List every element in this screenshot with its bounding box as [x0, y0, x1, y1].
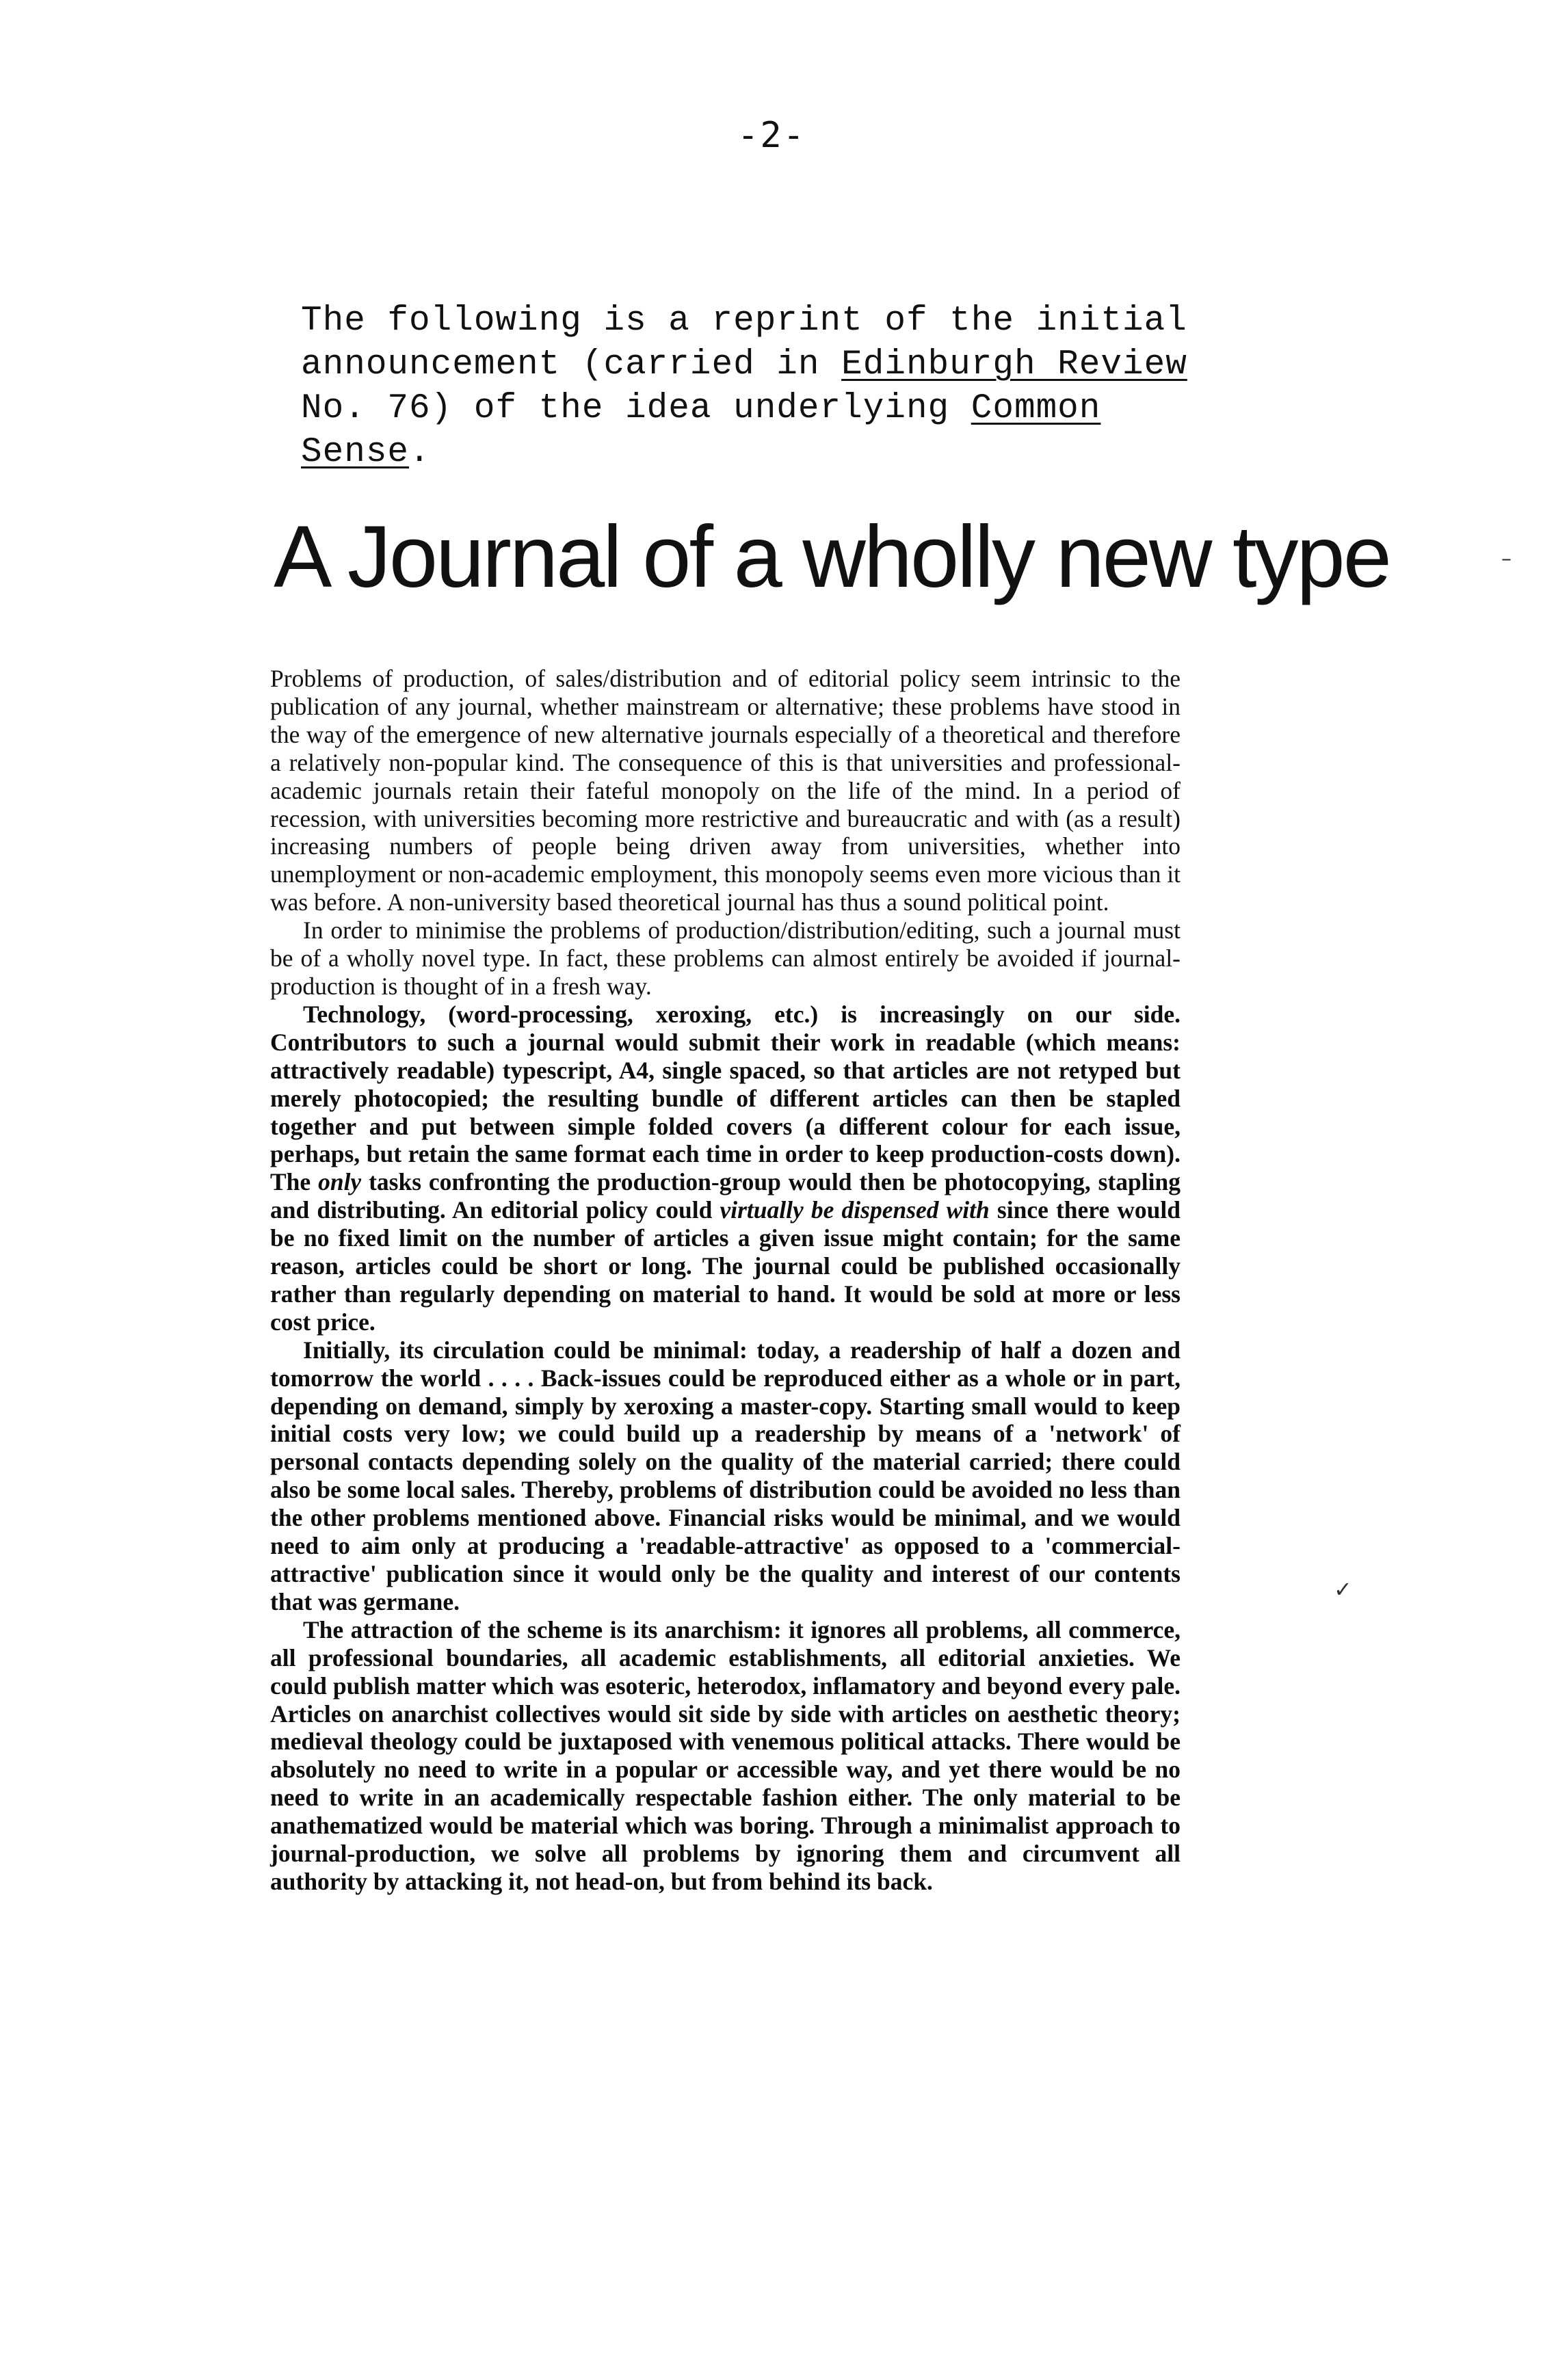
reprint-note-suffix: . [409, 433, 431, 472]
paragraph-3-part-a: Technology, (word-processing, xeroxing, etc.) is increasingly on our side. Contributors to such a journal would submit their work in readable (which means: attractively readable) typescript, A4, single spaced, so that articles are not retyped but merely photocopied; the resulting bundle of different articles can then be stapled together and put between simple folded covers (a different colour for each issue, perhaps, but retain the same format each time in order to keep production-costs down). The [270, 1000, 1181, 1196]
margin-mark-dash: – [1501, 547, 1512, 571]
paragraph-5: The attraction of the scheme is its anarchism: it ignores all problems, all commerce, all professional boundaries, all academic establishments, all editorial anxieties. We could publish matter which was esoteric, heterodox, inflamatory and beyond every pale. Articles on anarchist collectives would sit side by side with articles on aesthetic theory; medieval theology could be juxtaposed with venemous political attacks. There would be absolutely no need to write in a popular or accessible way, and yet there would be no need to write in an academically respectable fashion either. The only material to be anathematized would be material which was boring. Through a minimalist approach to journal-production, we solve all problems by ignoring them and circumvent all authority by attacking it, not head-on, but from behind its back. [270, 1615, 1181, 1895]
article-body [270, 665, 1181, 1896]
paragraph-3 [270, 1001, 1181, 1336]
reprint-note-prefix: The following is a reprint of the initial announcement (carried in [301, 302, 1187, 384]
reprint-note [301, 300, 1190, 475]
margin-mark-tick: ✓ [1334, 1576, 1352, 1602]
paragraph-4: Initially, its circulation could be minimal: today, a readership of half a dozen and tomorrow the world . . . . Back-issues could be reproduced either as a whole or in part, depending on demand, simply by xeroxing a master-copy. Starting small would to keep initial costs very low; we could build up a readership by means of a 'network' of personal contacts depending solely on the quality of the material carried; there could also be some local sales. Thereby, problems of distribution could be avoided no less than the other problems mentioned above. Financial risks would be minimal, and we would need to aim only at producing a 'readable-attractive' as opposed to a 'commercial-attractive' publication since it would only be the quality and interest of our contents that was germane. [270, 1336, 1181, 1615]
paragraph-3-part-b: tasks confronting the production-group would then be photocopying, stapling and distributing. An editorial policy could [270, 1168, 1181, 1224]
common-sense-title: Common Sense [301, 389, 1101, 472]
paragraph-1: Problems of production, of sales/distribution and of editorial policy seem intrinsic to the publication of any journal, whether mainstream or alternative; these problems have stood in the way of the emergence of new alternative journals especially of a theoretical and therefore a relatively non-popular kind. The consequence of this is that universities and professional-academic journals retain their fateful monopoly on the life of the mind. In a period of recession, with universities becoming more restrictive and bureaucratic and with (as a result) increasing numbers of people being driven away from universities, whether into unemployment or non-academic employment, this monopoly seems even more vicious than it was before. A non-university based theoretical journal has thus a sound political point. [270, 665, 1181, 916]
emphasis-dispensed: virtually be dispensed with [720, 1196, 990, 1224]
emphasis-only: only [318, 1168, 362, 1196]
page-number: -2- [737, 115, 806, 156]
article-headline: A Journal of a wholly new type [274, 508, 1390, 606]
edinburgh-review-title: Edinburgh Review [841, 345, 1187, 384]
reprint-note-middle: No. 76) of the idea underlying [301, 389, 971, 428]
paragraph-2: In order to minimise the problems of production/distribution/editing, such a journal must be of a wholly novel type. In fact, these problems can almost entirely be avoided if journal-production is thought of in a fresh way. [270, 916, 1181, 1000]
paragraph-3-part-c: since there would be no fixed limit on the number of articles a given issue might contain; for the same reason, articles could be short or long. The journal could be published occasionally rather than regularly depending on material to hand. It would be sold at more or less cost price. [270, 1196, 1181, 1336]
